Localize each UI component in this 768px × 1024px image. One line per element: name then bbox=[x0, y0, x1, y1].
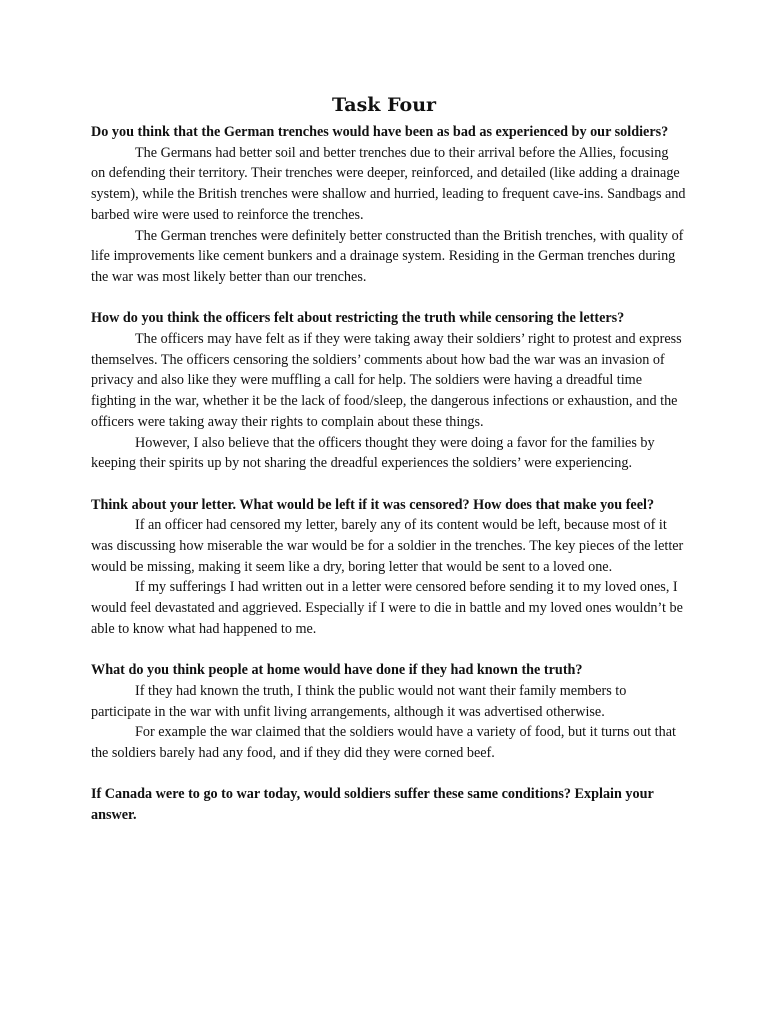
answer-paragraph: For example the war claimed that the soldiers would have a variety of food, but it turns out that the soldiers barely had any food, and if they did they were corned beef. bbox=[91, 724, 676, 762]
question-heading: Think about your letter. What would be left if it was censored? How does that make you feel? bbox=[91, 496, 655, 513]
section-spacer bbox=[91, 640, 686, 661]
answer-paragraph: If they had known the truth, I think the public would not want their family members to participate in the war with unfit living arrangements, although it was advertised otherwise. bbox=[91, 682, 627, 720]
section-spacer bbox=[91, 764, 686, 785]
section-german-trenches bbox=[91, 122, 686, 288]
answer-paragraph: However, I also believe that the officers thought they were doing a favor for the families by keeping their spirits up by not sharing the dreadful experiences the soldiers’ were experiencing. bbox=[91, 434, 655, 472]
answer-paragraph: The Germans had better soil and better trenches due to their arrival before the Allies, focusing on defending their territory. Their trenches were deeper, reinforced, and detailed (like adding a drainage system), while the British trenches were shallow and hurried, leading to frequent cave-ins. Sandbags and barbed wire were used to reinforce the trenches. bbox=[91, 144, 686, 223]
answer-paragraph: If an officer had censored my letter, barely any of its content would be left, because most of it was discussing how miserable the war would be for a soldier in the trenches. The key pieces of the letter would be missing, making it seem like a dry, boring letter that would be sent to a loved one. bbox=[91, 517, 684, 575]
answer-paragraph: If my sufferings I had written out in a letter were censored before sending it to my loved ones, I would feel devastated and aggrieved. Especially if I were to die in battle and my loved ones wouldn’t be able to know what had happened to me. bbox=[91, 579, 683, 637]
section-officers-censoring bbox=[91, 308, 686, 474]
question-heading: How do you think the officers felt about restricting the truth while censoring the letters? bbox=[91, 310, 625, 327]
section-spacer bbox=[91, 474, 686, 495]
document-body bbox=[91, 122, 686, 826]
section-canada-war-today bbox=[91, 784, 686, 825]
question-heading: Do you think that the German trenches would have been as bad as experienced by our soldiers? bbox=[91, 124, 669, 140]
answer-paragraph: The officers may have felt as if they were taking away their soldiers’ right to protest and express themselves. The officers censoring the soldiers’ comments about how bad the war was an invasion of privacy and also like they were muffling a call for help. The soldiers were having a dreadful time fighting in the war, whether it be the lack of food/sleep, the dangerous infections or exhaustion, and the officers were taking away their rights to complain about these things. bbox=[91, 331, 682, 430]
section-letter-censored bbox=[91, 495, 686, 640]
answer-paragraph: The German trenches were definitely better constructed than the British trenches, with quality of life improvements like cement bunkers and a drainage system. Residing in the German trenches during the war was most likely better than our trenches. bbox=[91, 227, 684, 285]
question-heading: What do you think people at home would have done if they had known the truth? bbox=[91, 662, 583, 679]
question-heading: If Canada were to go to war today, would soldiers suffer these same conditions? Explain your answer. bbox=[91, 786, 654, 824]
page-title: Task Four bbox=[331, 94, 437, 116]
section-people-at-home bbox=[91, 660, 686, 764]
section-spacer bbox=[91, 288, 686, 309]
